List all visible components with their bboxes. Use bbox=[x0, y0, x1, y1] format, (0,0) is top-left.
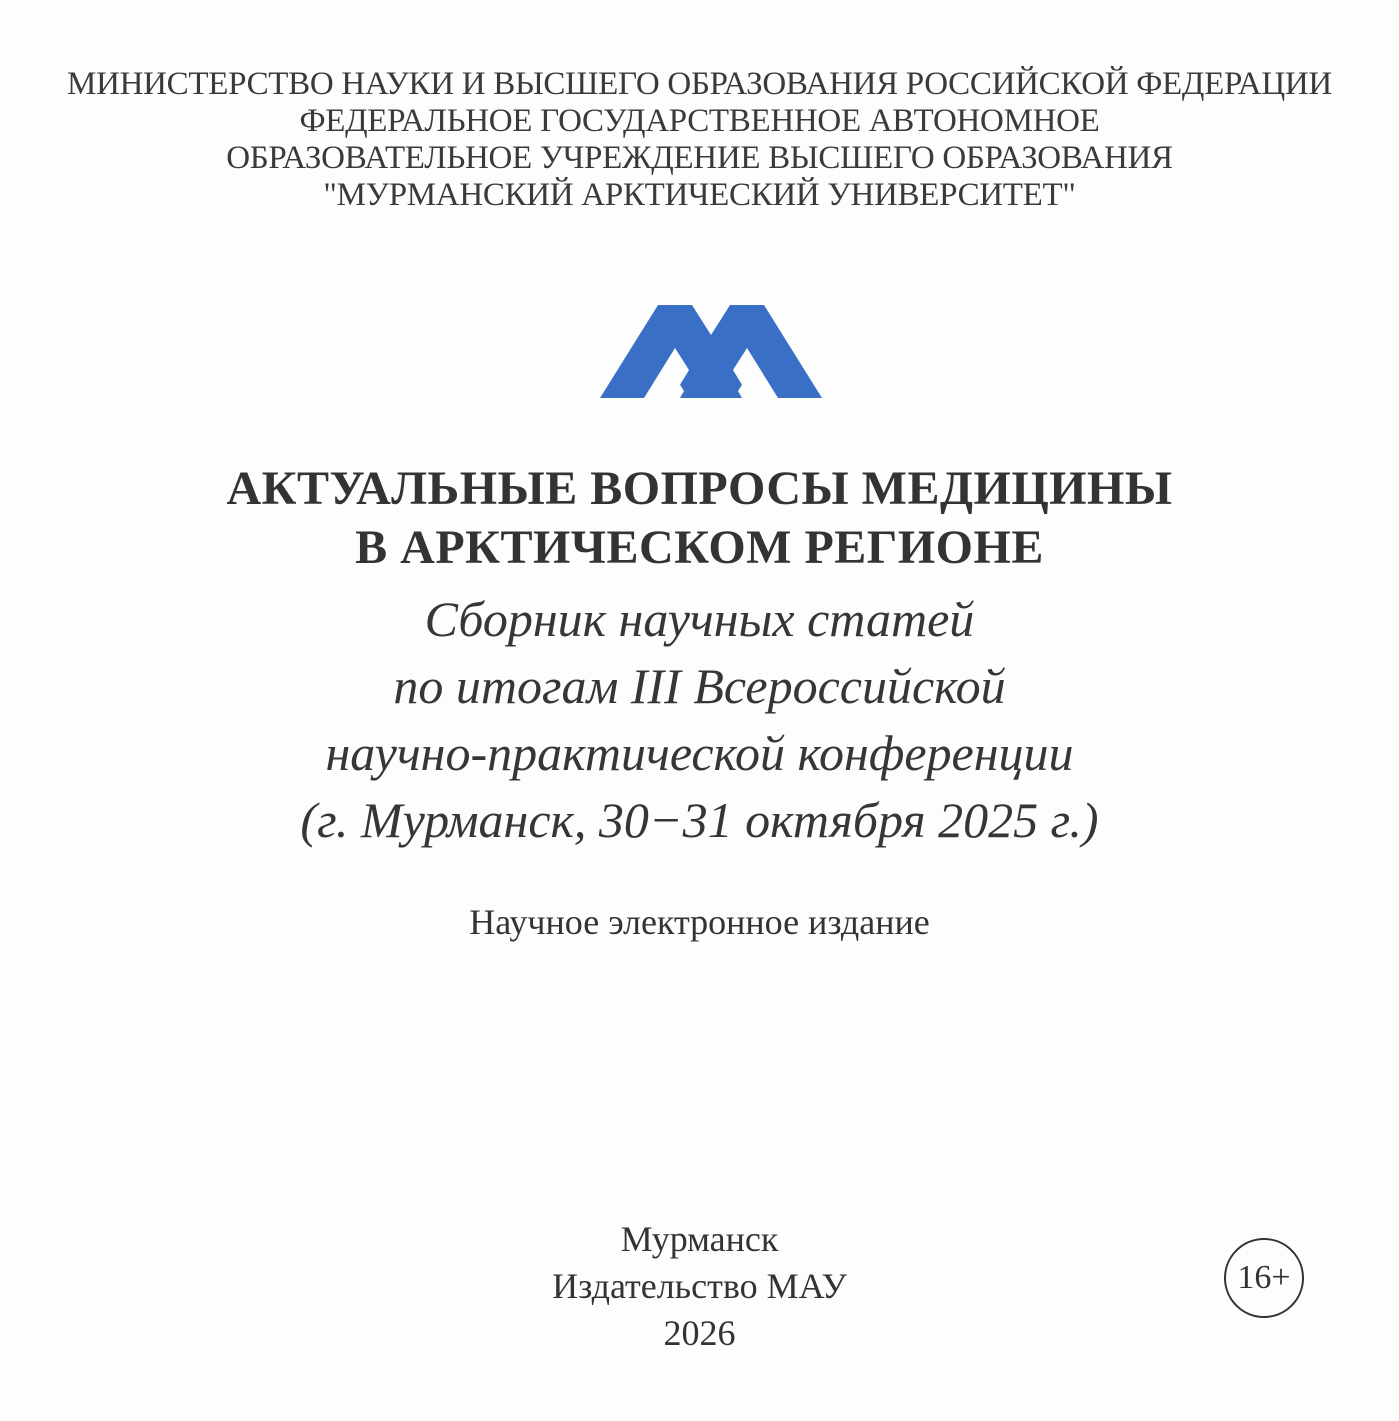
subtitle-line-4: (г. Мурманск, 30−31 октября 2025 г.) bbox=[300, 792, 1099, 848]
title-line-1: АКТУАЛЬНЫЕ ВОПРОСЫ МЕДИЦИНЫ bbox=[226, 462, 1173, 515]
edition-type: Научное электронное издание bbox=[469, 902, 930, 942]
age-rating-badge: 16+ bbox=[1224, 1238, 1304, 1318]
header-university: "МУРМАНСКИЙ АРКТИЧЕСКИЙ УНИВЕРСИТЕТ" bbox=[323, 177, 1076, 213]
subtitle-line-1: Сборник научных статей bbox=[424, 591, 975, 647]
header-ministry: МИНИСТЕРСТВО НАУКИ И ВЫСШЕГО ОБРАЗОВАНИЯ РОССИЙСКОЙ ФЕДЕРАЦИИ bbox=[67, 66, 1332, 102]
imprint-city: Мурманск bbox=[620, 1219, 779, 1259]
header-federal: ФЕДЕРАЛЬНОЕ ГОСУДАРСТВЕННОЕ АВТОНОМНОЕ bbox=[299, 103, 1100, 139]
subtitle-line-3: научно-практической конференции bbox=[325, 725, 1074, 781]
imprint-year: 2026 bbox=[663, 1313, 736, 1353]
imprint-publisher: Издательство МАУ bbox=[552, 1266, 847, 1306]
mau-logo-icon bbox=[600, 303, 822, 398]
header-institution: ОБРАЗОВАТЕЛЬНОЕ УЧРЕЖДЕНИЕ ВЫСШЕГО ОБРАЗОВАНИЯ bbox=[226, 140, 1173, 176]
subtitle-line-2: по итогам III Всероссийской bbox=[393, 658, 1006, 714]
title-line-2: В АРКТИЧЕСКОМ РЕГИОНЕ bbox=[355, 521, 1044, 574]
